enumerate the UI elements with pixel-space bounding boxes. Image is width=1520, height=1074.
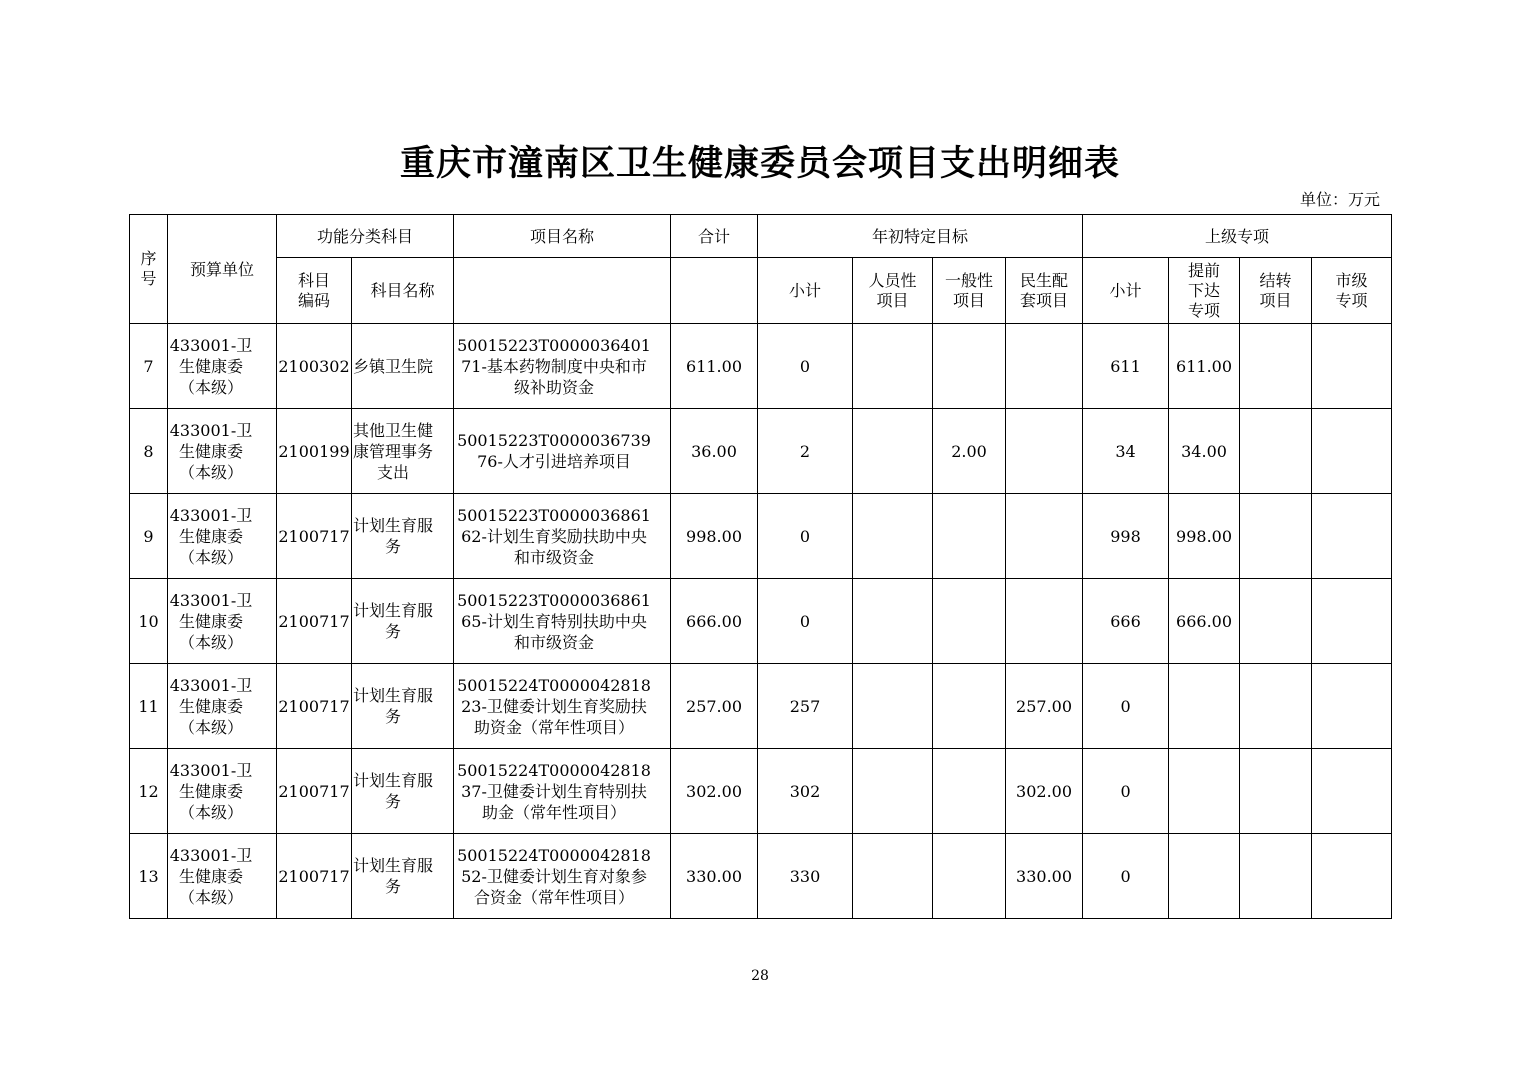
cell-subject-name-text: 乡镇卫生院: [352, 356, 433, 376]
cell-livelihood: 257.00: [1006, 664, 1083, 749]
cell-carryover: [1240, 494, 1312, 579]
cell-budget-unit-text: 433001-卫生健康委（本级）: [169, 505, 253, 567]
cell-carryover: [1240, 664, 1312, 749]
cell-personnel: [853, 749, 933, 834]
cell-project-name-text: 50015223T000003640171-基本药物制度中央和市级补助资金: [457, 335, 651, 397]
table-row: [130, 834, 1392, 919]
header-subtotal-2: 小计: [1083, 258, 1169, 324]
cell-total: 330.00: [671, 834, 758, 919]
cell-subject-name: [352, 664, 454, 749]
header-row-1: [130, 215, 1392, 258]
cell-city: [1312, 749, 1392, 834]
header-subtotal-1: 小计: [758, 258, 853, 324]
cell-livelihood: [1006, 324, 1083, 409]
cell-subtotal-2: 998: [1083, 494, 1169, 579]
cell-subtotal-2: 0: [1083, 749, 1169, 834]
expenditure-table: [129, 214, 1392, 919]
page-number: 28: [751, 968, 769, 984]
cell-advance: [1169, 834, 1240, 919]
header-func-class: 功能分类科目: [277, 215, 454, 258]
cell-carryover: [1240, 579, 1312, 664]
cell-seq: 12: [130, 749, 168, 834]
cell-budget-unit-text: 433001-卫生健康委（本级）: [169, 590, 253, 652]
cell-code: 2100199: [277, 409, 352, 494]
cell-total: 998.00: [671, 494, 758, 579]
cell-advance: 611.00: [1169, 324, 1240, 409]
cell-general: [933, 664, 1006, 749]
cell-seq: 8: [130, 409, 168, 494]
cell-total: 36.00: [671, 409, 758, 494]
header-livelihood: 民生配套项目: [1006, 258, 1083, 324]
cell-subtotal-1: 0: [758, 494, 853, 579]
cell-general: [933, 749, 1006, 834]
cell-personnel: [853, 409, 933, 494]
cell-subtotal-1: 0: [758, 324, 853, 409]
cell-subtotal-2: 611: [1083, 324, 1169, 409]
cell-advance: [1169, 749, 1240, 834]
cell-livelihood: [1006, 579, 1083, 664]
header-project-name-blank: [454, 258, 671, 324]
cell-carryover: [1240, 324, 1312, 409]
cell-subtotal-2: 0: [1083, 664, 1169, 749]
header-subject-name: 科目名称: [352, 258, 454, 324]
header-total: 合计: [671, 215, 758, 258]
cell-livelihood: [1006, 409, 1083, 494]
cell-livelihood: 302.00: [1006, 749, 1083, 834]
cell-total: 257.00: [671, 664, 758, 749]
cell-budget-unit: [168, 324, 277, 409]
header-advance: 提前下达专项: [1169, 258, 1240, 324]
cell-total: 302.00: [671, 749, 758, 834]
cell-advance: 998.00: [1169, 494, 1240, 579]
cell-subtotal-1: 330: [758, 834, 853, 919]
cell-budget-unit: [168, 579, 277, 664]
cell-subject-name-text: 计划生育服务: [352, 686, 433, 726]
cell-subtotal-1: 0: [758, 579, 853, 664]
cell-subtotal-1: 302: [758, 749, 853, 834]
page-title: 重庆市潼南区卫生健康委员会项目支出明细表: [399, 143, 1120, 184]
table-row: [130, 749, 1392, 834]
header-general: 一般性项目: [933, 258, 1006, 324]
cell-budget-unit-text: 433001-卫生健康委（本级）: [169, 675, 253, 737]
cell-subject-name-text: 计划生育服务: [352, 516, 433, 556]
cell-general: 2.00: [933, 409, 1006, 494]
cell-city: [1312, 324, 1392, 409]
cell-personnel: [853, 834, 933, 919]
cell-project-name-text: 50015224T000004281852-卫健委计划生育对象参合资金（常年性项目）: [457, 845, 651, 907]
header-personnel: 人员性项目: [853, 258, 933, 324]
cell-code: 2100717: [277, 834, 352, 919]
cell-code: 2100717: [277, 664, 352, 749]
cell-project-name-text: 50015224T000004281837-卫健委计划生育特别扶助金（常年性项目）: [457, 760, 651, 822]
cell-advance: [1169, 664, 1240, 749]
cell-project-name-text: 50015223T000003686165-计划生育特别扶助中央和市级资金: [457, 590, 651, 652]
cell-advance: 34.00: [1169, 409, 1240, 494]
cell-seq: 11: [130, 664, 168, 749]
cell-seq: 9: [130, 494, 168, 579]
cell-personnel: [853, 664, 933, 749]
cell-budget-unit: [168, 834, 277, 919]
cell-subject-name-text: 计划生育服务: [352, 856, 433, 896]
table-row: [130, 494, 1392, 579]
cell-city: [1312, 409, 1392, 494]
cell-seq: 10: [130, 579, 168, 664]
cell-budget-unit-text: 433001-卫生健康委（本级）: [169, 335, 253, 397]
cell-subject-name: [352, 494, 454, 579]
cell-subject-name: [352, 579, 454, 664]
cell-general: [933, 494, 1006, 579]
cell-personnel: [853, 324, 933, 409]
cell-general: [933, 834, 1006, 919]
table-row: [130, 409, 1392, 494]
cell-personnel: [853, 494, 933, 579]
cell-subject-name: [352, 834, 454, 919]
cell-subject-name: [352, 409, 454, 494]
cell-livelihood: [1006, 494, 1083, 579]
cell-city: [1312, 494, 1392, 579]
table-row: [130, 579, 1392, 664]
cell-project-name: [454, 664, 671, 749]
cell-carryover: [1240, 749, 1312, 834]
cell-subtotal-2: 666: [1083, 579, 1169, 664]
cell-budget-unit: [168, 664, 277, 749]
cell-subject-name: [352, 324, 454, 409]
header-seq: 序号: [130, 215, 168, 324]
cell-advance: 666.00: [1169, 579, 1240, 664]
cell-general: [933, 579, 1006, 664]
cell-seq: 13: [130, 834, 168, 919]
table-row: [130, 324, 1392, 409]
cell-total: 611.00: [671, 324, 758, 409]
cell-subject-name-text: 计划生育服务: [352, 601, 433, 641]
header-city: 市级专项: [1312, 258, 1392, 324]
cell-city: [1312, 664, 1392, 749]
cell-project-name: [454, 579, 671, 664]
cell-project-name-text: 50015224T000004281823-卫健委计划生育奖励扶助资金（常年性项目）: [457, 675, 651, 737]
cell-budget-unit: [168, 409, 277, 494]
cell-budget-unit: [168, 494, 277, 579]
unit-label: 单位：万元: [1299, 190, 1380, 209]
header-total-blank: [671, 258, 758, 324]
cell-project-name: [454, 324, 671, 409]
cell-subtotal-2: 34: [1083, 409, 1169, 494]
cell-project-name: [454, 749, 671, 834]
cell-subtotal-1: 2: [758, 409, 853, 494]
cell-subtotal-2: 0: [1083, 834, 1169, 919]
header-budget-unit: 预算单位: [168, 215, 277, 324]
cell-budget-unit-text: 433001-卫生健康委（本级）: [169, 420, 253, 482]
cell-project-name: [454, 409, 671, 494]
cell-subject-name-text: 计划生育服务: [352, 771, 433, 811]
cell-total: 666.00: [671, 579, 758, 664]
cell-budget-unit-text: 433001-卫生健康委（本级）: [169, 760, 253, 822]
cell-subject-name: [352, 749, 454, 834]
cell-code: 2100717: [277, 579, 352, 664]
cell-project-name: [454, 494, 671, 579]
cell-general: [933, 324, 1006, 409]
cell-livelihood: 330.00: [1006, 834, 1083, 919]
cell-project-name-text: 50015223T000003686162-计划生育奖励扶助中央和市级资金: [457, 505, 651, 567]
header-code: 科目编码: [277, 258, 352, 324]
cell-seq: 7: [130, 324, 168, 409]
table-row: [130, 664, 1392, 749]
header-row-2: [130, 258, 1392, 324]
cell-code: 2100717: [277, 749, 352, 834]
cell-project-name-text: 50015223T000003673976-人才引进培养项目: [457, 431, 651, 471]
header-annual-target: 年初特定目标: [758, 215, 1083, 258]
cell-city: [1312, 579, 1392, 664]
cell-carryover: [1240, 834, 1312, 919]
cell-carryover: [1240, 409, 1312, 494]
cell-city: [1312, 834, 1392, 919]
header-superior: 上级专项: [1083, 215, 1392, 258]
header-project-name: 项目名称: [454, 215, 671, 258]
cell-project-name: [454, 834, 671, 919]
cell-subject-name-text: 其他卫生健康管理事务支出: [352, 420, 433, 482]
cell-budget-unit: [168, 749, 277, 834]
cell-budget-unit-text: 433001-卫生健康委（本级）: [169, 845, 253, 907]
cell-personnel: [853, 579, 933, 664]
cell-code: 2100302: [277, 324, 352, 409]
header-carryover: 结转项目: [1240, 258, 1312, 324]
cell-subtotal-1: 257: [758, 664, 853, 749]
cell-code: 2100717: [277, 494, 352, 579]
